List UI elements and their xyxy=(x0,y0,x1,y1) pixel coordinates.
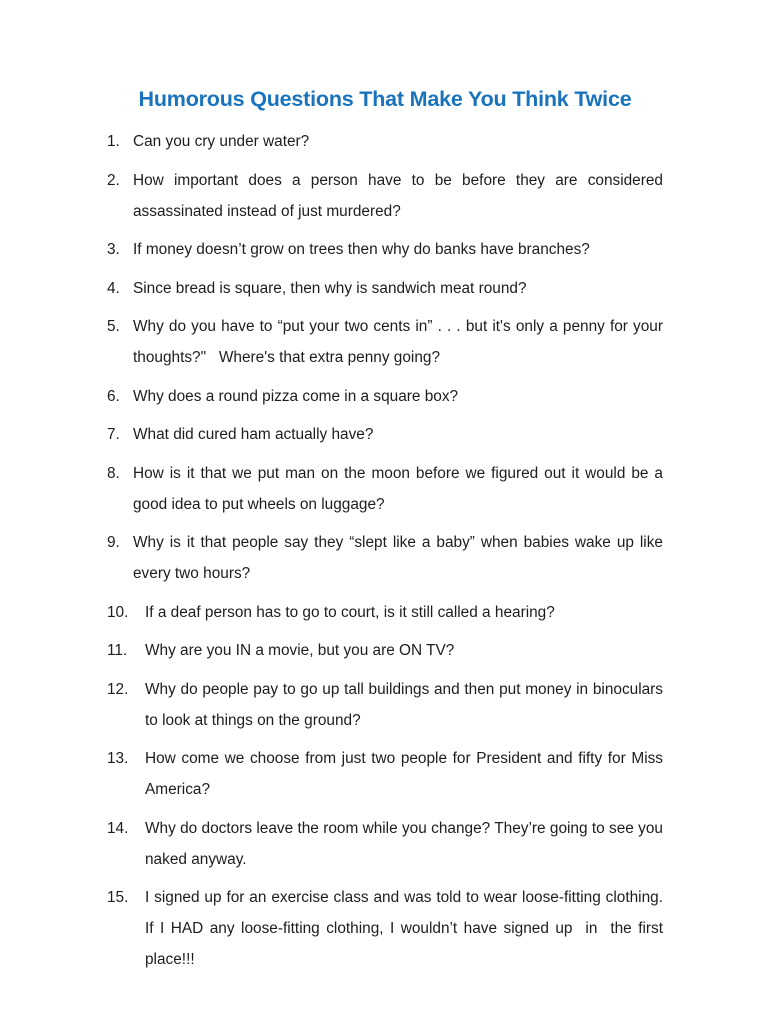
list-item-number: 13. xyxy=(107,750,129,767)
list-item-text: How come we choose from just two people for President and fifty for Miss America? xyxy=(145,750,667,798)
list-item xyxy=(107,234,663,265)
list-item-number: 4. xyxy=(107,279,120,297)
list-item xyxy=(107,674,668,736)
list-item-number: 1. xyxy=(107,133,120,150)
list-item-number: 11. xyxy=(107,642,128,659)
list-item-number: 2. xyxy=(107,171,120,189)
list-item-number: 10. xyxy=(107,603,129,621)
list-item-number: 7. xyxy=(107,426,120,443)
list-item-text: Why do doctors leave the room while you change? They’re going to see you naked anyway. xyxy=(145,819,672,868)
list-item-text: Why do people pay to go up tall buildings and then put money in binoculars to look at things on the ground? xyxy=(145,680,668,729)
list-item-text: Why is it that people say they “slept like a baby” when babies wake up like every two hours? xyxy=(133,534,668,582)
list-item-number: 3. xyxy=(107,241,120,258)
list-item-number: 15. xyxy=(107,889,129,906)
list-item xyxy=(107,165,668,227)
list-item-number: 14. xyxy=(107,819,129,837)
page-title: Humorous Questions That Make You Think Twice xyxy=(138,87,632,111)
list-item-text: Can you cry under water? xyxy=(133,133,310,150)
list-item-number: 9. xyxy=(107,534,120,551)
list-item-number: 6. xyxy=(107,387,120,405)
list-item-text: I signed up for an exercise class and was told to wear loose-fitting clothing. If I HAD any loose-fitting clothing, I wouldn’t have signed up in the first place!!! xyxy=(145,889,668,968)
list-item-number: 8. xyxy=(107,464,120,482)
list-item xyxy=(107,597,663,628)
list-item xyxy=(107,882,668,975)
list-item-text: If money doesn’t grow on trees then why do banks have branches? xyxy=(133,241,590,258)
list-item-number: 5. xyxy=(107,318,120,335)
list-item-text: What did cured ham actually have? xyxy=(133,426,374,443)
list-item xyxy=(107,311,668,373)
list-item xyxy=(107,273,663,304)
document-body xyxy=(107,86,672,983)
list-item xyxy=(107,635,663,666)
list-item-text: If a deaf person has to go to court, is it still called a hearing? xyxy=(145,603,555,621)
list-item xyxy=(107,126,663,157)
list-item-text: Since bread is square, then why is sandwich meat round? xyxy=(133,279,527,297)
question-list xyxy=(107,126,672,975)
list-item xyxy=(107,381,663,412)
list-item-text: How important does a person have to be before they are considered assassinated instead of just murdered? xyxy=(133,171,668,220)
list-item xyxy=(107,813,672,875)
list-item xyxy=(107,527,668,589)
list-item-text: Why does a round pizza come in a square box? xyxy=(133,387,459,405)
list-item-text: How is it that we put man on the moon before we figured out it would be a good idea to put wheels on luggage? xyxy=(133,464,668,513)
list-item-text: Why are you IN a movie, but you are ON TV? xyxy=(145,642,455,659)
list-item-text: Why do you have to “put your two cents in” . . . but it's only a penny for your thoughts?" Where's that extra penny going? xyxy=(133,318,668,366)
list-item xyxy=(107,419,663,450)
list-item xyxy=(107,743,667,805)
list-item xyxy=(107,458,668,520)
list-item-number: 12. xyxy=(107,680,129,698)
